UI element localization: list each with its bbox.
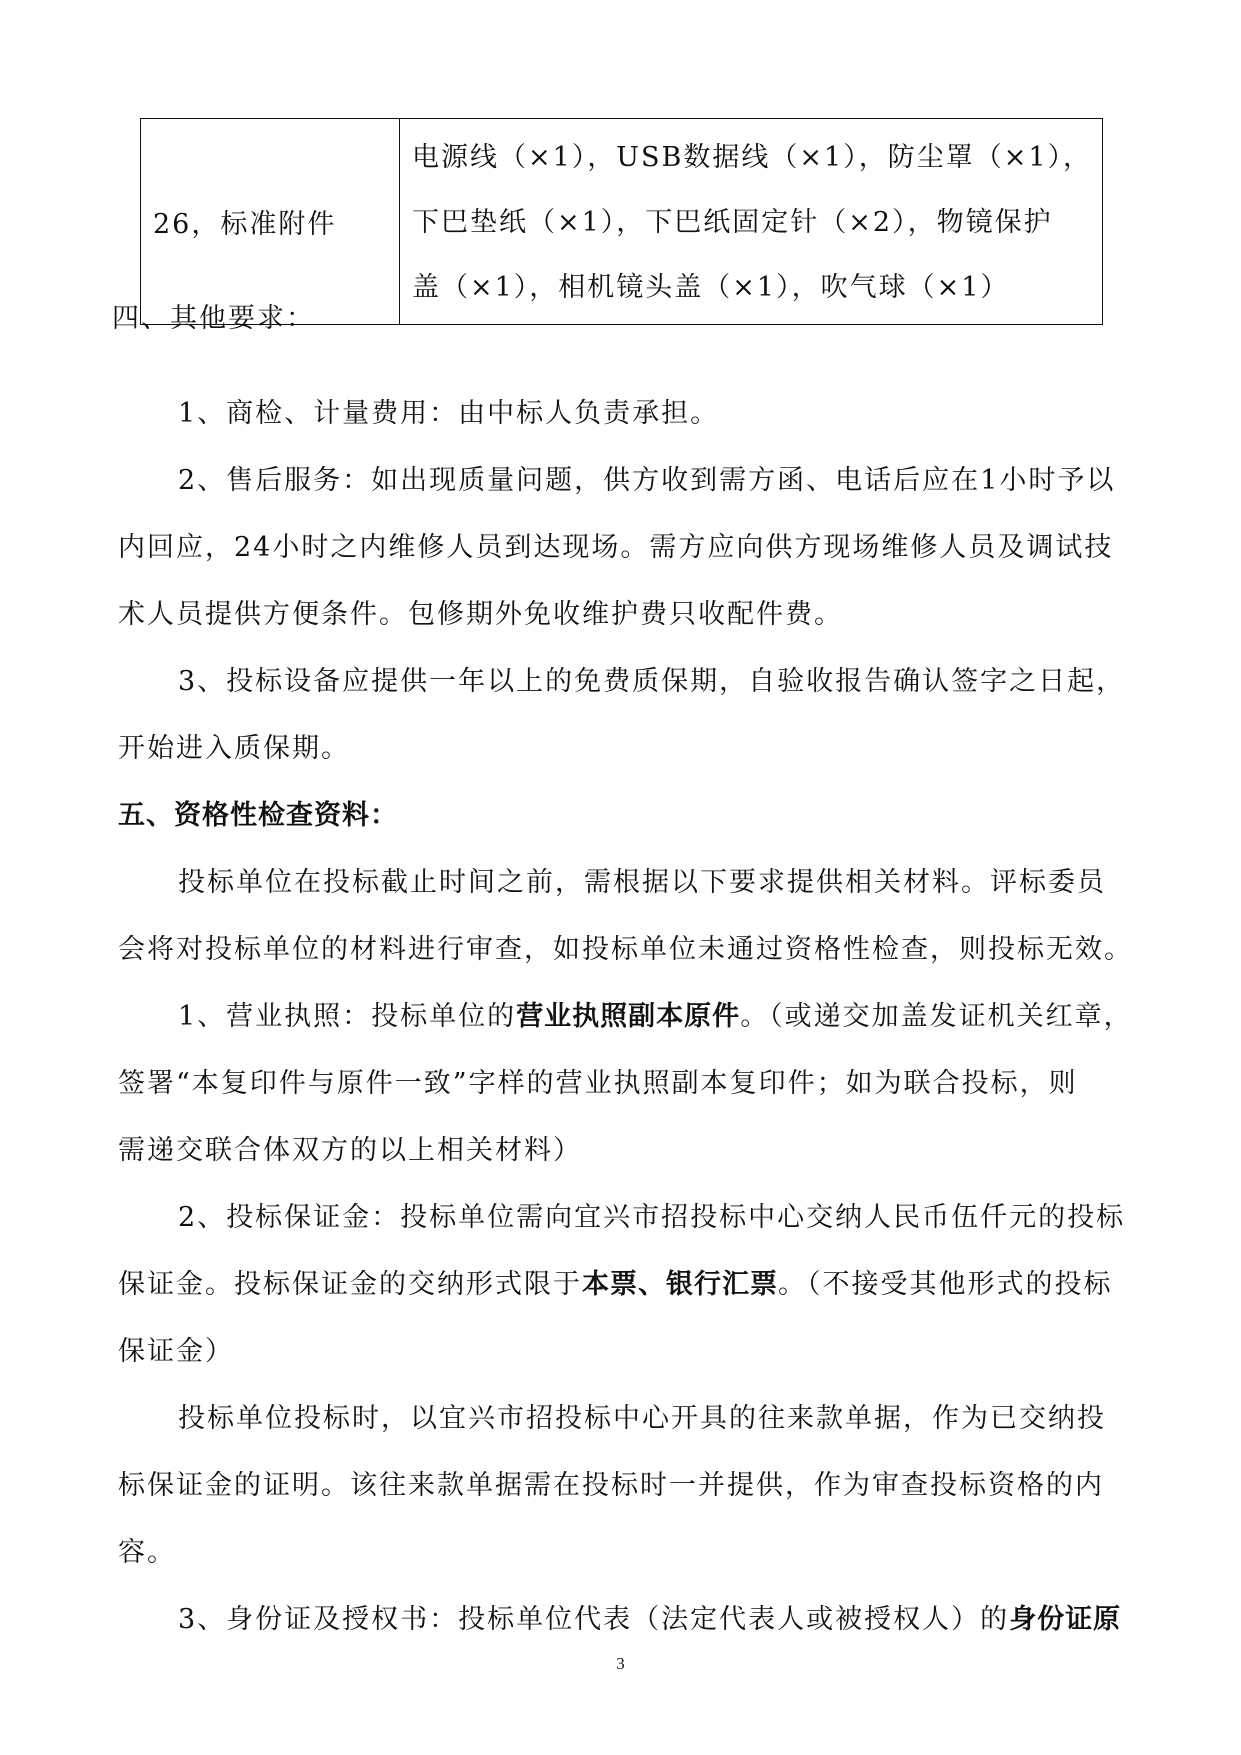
section5-intro-line: 投标单位在投标截止时间之前，需根据以下要求提供相关材料。评标委员 bbox=[178, 867, 1106, 898]
item-value-line: 盖（×1），相机镜头盖（×1），吹气球（×1） bbox=[412, 272, 1010, 303]
item3-line1-prefix: 3、身份证及授权书：投标单位代表（法定代表人或被授权人）的 bbox=[178, 1604, 1010, 1635]
spec-table bbox=[140, 118, 1103, 325]
section4-heading: 四、其他要求： bbox=[112, 303, 315, 334]
item2-line2-prefix: 保证金。投标保证金的交纳形式限于 bbox=[118, 1269, 582, 1300]
item1-line1-prefix: 1、营业执照：投标单位的 bbox=[178, 1001, 517, 1032]
item-label-cell bbox=[141, 119, 400, 325]
item-value-line: 电源线（×1），USB数据线（×1），防尘罩（×1）， bbox=[412, 142, 1092, 173]
item-label: 26，标准附件 bbox=[153, 209, 337, 240]
section4-item2-line: 术人员提供方便条件。包修期外免收维护费只收配件费。 bbox=[118, 599, 843, 630]
page-number: 3 bbox=[616, 1654, 625, 1673]
section5-intro-line: 会将对投标单位的材料进行审查，如投标单位未通过资格性检查，则投标无效。 bbox=[118, 934, 1133, 965]
section4-item3-line: 3、投标设备应提供一年以上的免费质保期，自验收报告确认签字之日起， bbox=[178, 666, 1126, 697]
section5-item1-line2: 签署“本复印件与原件一致”字样的营业执照副本复印件；如为联合投标，则 bbox=[118, 1068, 1078, 1099]
item3-line1-bold: 身份证原 bbox=[1009, 1604, 1122, 1635]
section5-item3-line1 bbox=[178, 1597, 1121, 1636]
section5-item2-line3: 保证金） bbox=[118, 1336, 234, 1367]
section4-item3-line: 开始进入质保期。 bbox=[118, 733, 350, 764]
item-value-line: 下巴垫纸（×1），下巴纸固定针（×2），物镜保护 bbox=[412, 207, 1053, 238]
item-value-cell bbox=[400, 119, 1103, 325]
section4-item2-line: 2、售后服务：如出现质量问题，供方收到需方函、电话后应在1小时予以 bbox=[178, 465, 1116, 496]
item1-line1-suffix: 。（或递交加盖发证机关红章， bbox=[740, 1001, 1133, 1032]
section5-note-line: 投标单位投标时，以宜兴市招投标中心开具的往来款单据，作为已交纳投 bbox=[178, 1403, 1106, 1434]
section5-item2-line2 bbox=[118, 1262, 1113, 1301]
section4-item2-line: 内回应，24小时之内维修人员到达现场。需方应向供方现场维修人员及调试技 bbox=[118, 532, 1114, 563]
section5-note-line: 容。 bbox=[118, 1537, 176, 1568]
section5-heading: 五、资格性检查资料： bbox=[118, 800, 398, 831]
section5-item2-line1: 2、投标保证金：投标单位需向宜兴市招投标中心交纳人民币伍仟元的投标 bbox=[178, 1202, 1126, 1233]
section5-item1-line1 bbox=[178, 994, 1133, 1033]
item1-line1-bold: 营业执照副本原件 bbox=[516, 1001, 741, 1032]
section5-note-line: 标保证金的证明。该往来款单据需在投标时一并提供，作为审查投标资格的内 bbox=[118, 1470, 1104, 1501]
section4-item1: 1、商检、计量费用：由中标人负责承担。 bbox=[178, 398, 720, 429]
item2-line2-bold: 本票、银行汇票 bbox=[582, 1269, 778, 1300]
section5-item1-line3: 需递交联合体双方的以上相关材料） bbox=[118, 1135, 582, 1166]
item2-line2-suffix: 。（不接受其他形式的投标 bbox=[778, 1269, 1113, 1300]
table-row bbox=[141, 119, 1103, 325]
